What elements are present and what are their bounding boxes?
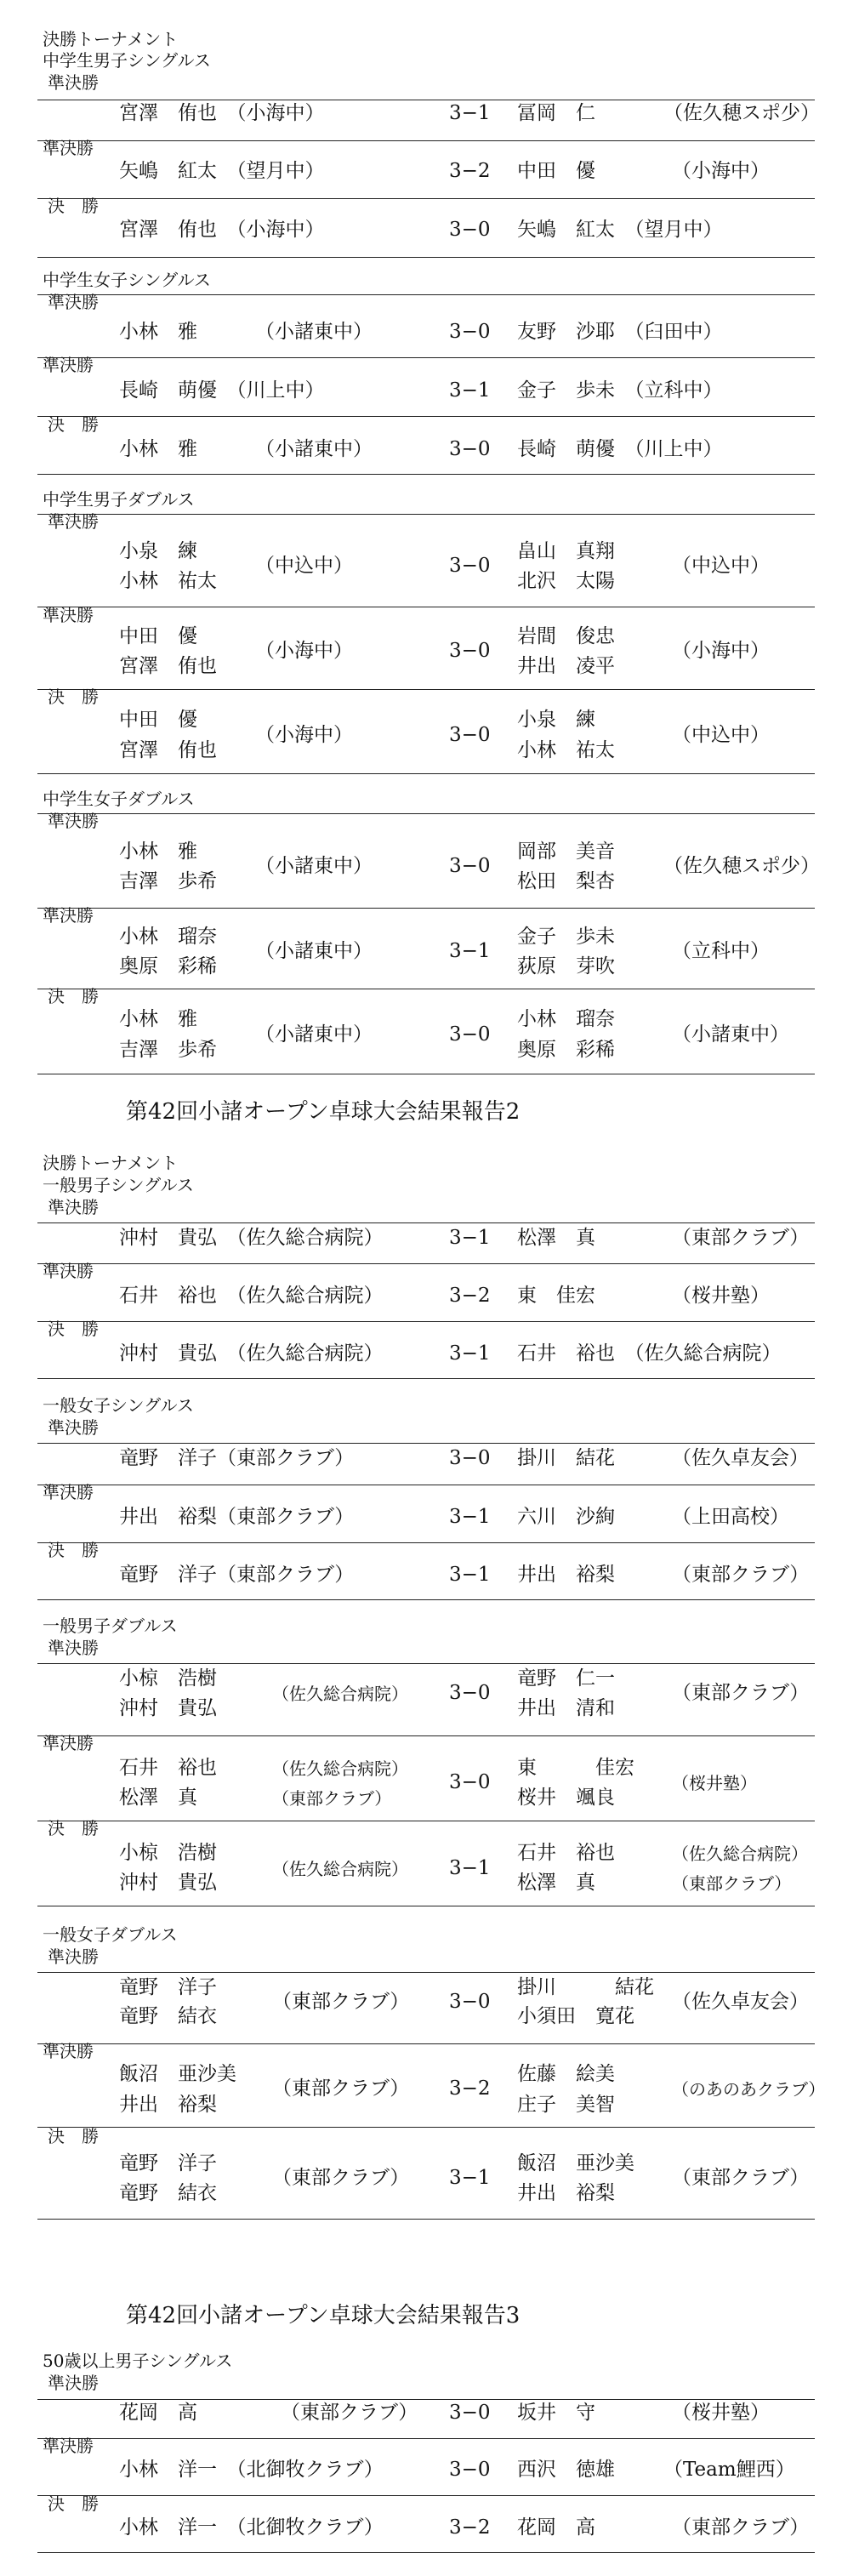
player-entry: 松澤 真 — [517, 1227, 595, 1249]
player-entry: 桜井 颯良 — [517, 1787, 615, 1809]
team-name: （佐久卓友会） — [672, 1447, 809, 1469]
divider-line — [37, 1972, 815, 1973]
match-score: 3−1 — [449, 379, 491, 402]
player-entry: 井出 裕梨（東部クラブ） — [119, 1506, 355, 1528]
player-entry: 荻原 芽吹 — [517, 955, 615, 977]
player-entry: 井出 清和 — [517, 1697, 615, 1719]
team-name: （のあのあクラブ） — [672, 2079, 826, 2100]
player-entry: 矢嶋 紅太 （望月中） — [517, 219, 723, 241]
team-name: （小海中） — [672, 640, 770, 662]
team-name: （中込中） — [255, 555, 353, 577]
team-name: （東部クラブ） — [272, 2077, 410, 2100]
player-entry: 吉澤 歩希 — [119, 870, 217, 892]
player-entry: 松澤 真 — [119, 1787, 197, 1809]
team-name: （佐久総合病院） — [272, 1859, 408, 1879]
event-title: 中学生女子シングルス — [43, 270, 211, 290]
round-label: 準決勝 — [43, 1733, 94, 1753]
divider-line — [37, 1735, 815, 1736]
team-name: （東部クラブ） — [272, 2167, 410, 2189]
player-entry: 小林 洋一 （北御牧クラブ） — [119, 2516, 384, 2539]
divider-line — [37, 1263, 815, 1264]
player-entry: 竜野 洋子（東部クラブ） — [119, 1447, 355, 1469]
divider-line — [37, 1599, 815, 1600]
divider-line — [37, 257, 815, 258]
match-score: 3−1 — [449, 1857, 491, 1879]
report-title: 第42回小諸オープン卓球大会結果報告2 — [126, 1099, 521, 1125]
divider-line — [37, 514, 815, 515]
player-entry: 北沢 太陽 — [517, 570, 615, 592]
divider-line — [37, 1443, 815, 1444]
team-name: （小海中） — [255, 724, 353, 746]
round-label: 準決勝 — [48, 1417, 99, 1438]
round-label: 準決勝 — [43, 355, 94, 375]
team-name: （佐久穂スポ少） — [663, 855, 820, 877]
round-label: 準決勝 — [43, 2041, 94, 2061]
team-name: （立科中） — [672, 940, 770, 962]
player-entry: 小林 雅 — [119, 1008, 197, 1030]
match-score: 3−1 — [449, 102, 491, 124]
player-entry: 小林 瑠奈 — [119, 926, 217, 948]
divider-line — [37, 294, 815, 295]
round-label: 準決勝 — [43, 905, 94, 926]
player-entry: 飯沼 亜沙美 — [517, 2152, 634, 2174]
team-name: （東部クラブ） — [272, 1991, 410, 2013]
player-entry: 井出 裕梨 — [517, 2182, 615, 2204]
divider-line — [37, 1378, 815, 1379]
match-score: 3−0 — [449, 1023, 491, 1046]
round-label: 準決勝 — [48, 292, 99, 312]
team-name: （Team鯉西） — [663, 2459, 795, 2481]
player-entry: 中田 優 — [119, 709, 197, 731]
event-title: 中学生女子ダブルス — [43, 789, 195, 809]
player-entry: 竜野 結衣 — [119, 2182, 217, 2204]
player-entry: 石井 裕也 — [517, 1842, 615, 1864]
team-name: （佐久卓友会） — [672, 1991, 809, 2013]
divider-line — [37, 357, 815, 358]
team-name: （小諸東中） — [672, 1023, 789, 1046]
player-entry: 沖村 貴弘 （佐久総合病院） — [119, 1227, 384, 1249]
player-entry: 長崎 萌優 （川上中） — [517, 438, 723, 460]
divider-line — [37, 813, 815, 814]
team-name: （小諸東中） — [255, 1023, 373, 1046]
team-name: （東部クラブ） — [272, 1788, 392, 1809]
team-name: （桜井塾） — [672, 1285, 770, 1307]
round-label: 準決勝 — [48, 1638, 99, 1658]
round-label: 準決勝 — [48, 1946, 99, 1967]
match-score: 3−0 — [449, 1771, 491, 1793]
player-entry: 掛川 結花 — [517, 1447, 615, 1469]
round-label: 決 勝 — [48, 196, 99, 216]
player-entry: 岡部 美音 — [517, 841, 615, 863]
player-entry: 友野 沙耶 （臼田中） — [517, 321, 723, 343]
round-label: 準決勝 — [48, 511, 99, 532]
round-label: 決 勝 — [48, 1319, 99, 1339]
player-entry: 井出 凌平 — [517, 655, 615, 677]
player-entry: 井出 裕梨 — [119, 2094, 217, 2116]
divider-line — [37, 1663, 815, 1664]
section-label: 決勝トーナメント — [43, 1153, 179, 1173]
player-entry: 竜野 仁一 — [517, 1667, 615, 1690]
match-score: 3−0 — [449, 321, 491, 343]
divider-line — [37, 140, 815, 141]
team-name: （佐久穂スポ少） — [663, 102, 820, 124]
divider-line — [37, 198, 815, 199]
team-name: （小諸東中） — [255, 940, 373, 962]
player-entry: 吉澤 歩希 — [119, 1039, 217, 1061]
divider-line — [37, 2043, 815, 2044]
player-entry: 沖村 貴弘 （佐久総合病院） — [119, 1342, 384, 1365]
team-name: （東部クラブ） — [672, 2167, 810, 2189]
round-label: 決 勝 — [48, 986, 99, 1006]
player-entry: 花岡 高 — [119, 2402, 197, 2424]
player-entry: 松田 梨杏 — [517, 870, 615, 892]
player-entry: 小椋 浩樹 — [119, 1667, 217, 1690]
match-score: 3−1 — [449, 1564, 491, 1586]
event-title: 中学生男子ダブルス — [43, 489, 195, 510]
team-name: （東部クラブ） — [281, 2402, 418, 2424]
match-score: 3−0 — [449, 1447, 491, 1469]
divider-line — [37, 773, 815, 774]
team-name: （桜井塾） — [672, 2402, 770, 2424]
player-entry: 竜野 洋子（東部クラブ） — [119, 1564, 355, 1586]
player-entry: 小林 雅 — [119, 438, 197, 460]
divider-line — [37, 1542, 815, 1543]
player-entry: 東 佳宏 — [517, 1757, 634, 1779]
player-entry: 小林 祐太 — [119, 570, 217, 592]
team-name: （小諸東中） — [255, 855, 373, 877]
match-score: 3−0 — [449, 1682, 491, 1704]
event-title: 中学生男子シングルス — [43, 50, 211, 71]
event-title: 一般男子ダブルス — [43, 1616, 178, 1636]
player-entry: 小泉 練 — [119, 540, 197, 562]
team-name: （小海中） — [255, 640, 353, 662]
player-entry: 六川 沙絢 — [517, 1506, 615, 1528]
divider-line — [37, 2127, 815, 2128]
team-name: （佐久総合病院） — [672, 1844, 808, 1864]
player-entry: 沖村 貴弘 — [119, 1697, 217, 1719]
player-entry: 東 佳宏 — [517, 1285, 595, 1307]
match-score: 3−0 — [449, 219, 491, 241]
team-name: （佐久総合病院） — [272, 1684, 408, 1704]
player-entry: 掛川 結花 — [517, 1976, 654, 1998]
report-title: 第42回小諸オープン卓球大会結果報告3 — [126, 2303, 521, 2328]
match-score: 3−0 — [449, 438, 491, 460]
round-label: 決 勝 — [48, 1540, 99, 1560]
player-entry: 小椋 浩樹 — [119, 1842, 217, 1864]
divider-line — [37, 2438, 815, 2439]
round-label: 決 勝 — [48, 2493, 99, 2514]
player-entry: 小林 瑠奈 — [517, 1008, 615, 1030]
round-label: 準決勝 — [43, 1482, 94, 1502]
round-label: 決 勝 — [48, 687, 99, 707]
player-entry: 西沢 徳雄 — [517, 2459, 615, 2481]
team-name: （中込中） — [672, 555, 770, 577]
player-entry: 花岡 高 — [517, 2516, 595, 2539]
player-entry: 小林 雅 — [119, 841, 197, 863]
team-name: （上田高校） — [672, 1506, 789, 1528]
player-entry: 石井 裕也 （佐久総合病院） — [517, 1342, 782, 1365]
divider-line — [37, 416, 815, 417]
round-label: 準決勝 — [43, 605, 94, 625]
match-score: 3−0 — [449, 1991, 491, 2013]
player-entry: 岩間 俊忠 — [517, 625, 615, 647]
team-name: （東部クラブ） — [672, 1227, 810, 1249]
round-label: 決 勝 — [48, 414, 99, 435]
team-name: （中込中） — [672, 724, 770, 746]
player-entry: 佐藤 絵美 — [517, 2063, 615, 2085]
divider-line — [37, 2219, 815, 2220]
player-entry: 石井 裕也 — [119, 1757, 217, 1779]
match-score: 3−0 — [449, 640, 491, 662]
event-title: 一般女子シングルス — [43, 1395, 194, 1416]
player-entry: 宮澤 侑也 — [119, 655, 217, 677]
player-entry: 中田 優 — [119, 625, 197, 647]
match-score: 3−0 — [449, 855, 491, 877]
divider-line — [37, 2399, 815, 2400]
divider-line — [37, 689, 815, 690]
round-label: 決 勝 — [48, 1818, 99, 1838]
team-name: （東部クラブ） — [672, 2516, 810, 2539]
match-score: 3−1 — [449, 940, 491, 962]
team-name: （東部クラブ） — [672, 1564, 810, 1586]
match-score: 3−1 — [449, 2167, 491, 2189]
team-name: （東部クラブ） — [672, 1873, 792, 1894]
player-entry: 畠山 真翔 — [517, 540, 615, 562]
player-entry: 竜野 洋子 — [119, 2152, 217, 2174]
player-entry: 小林 洋一 （北御牧クラブ） — [119, 2459, 384, 2481]
player-entry: 飯沼 亜沙美 — [119, 2063, 236, 2085]
player-entry: 小須田 寛花 — [517, 2005, 634, 2027]
round-label: 準決勝 — [43, 2436, 94, 2456]
match-score: 3−2 — [449, 160, 491, 182]
match-score: 3−2 — [449, 2077, 491, 2100]
match-score: 3−1 — [449, 1227, 491, 1249]
match-score: 3−2 — [449, 1285, 491, 1307]
player-entry: 冨岡 仁 — [517, 102, 595, 124]
team-name: （小諸東中） — [255, 321, 373, 343]
match-score: 3−0 — [449, 2459, 491, 2481]
round-label: 決 勝 — [48, 2126, 99, 2146]
player-entry: 宮澤 侑也 （小海中） — [119, 219, 325, 241]
player-entry: 矢嶋 紅太 （望月中） — [119, 160, 325, 182]
round-label: 準決勝 — [48, 811, 99, 831]
team-name: （東部クラブ） — [672, 1682, 810, 1704]
player-entry: 坂井 守 — [517, 2402, 595, 2424]
player-entry: 金子 歩未 — [517, 926, 615, 948]
player-entry: 松澤 真 — [517, 1872, 595, 1894]
player-entry: 奥原 彩稀 — [119, 955, 217, 977]
divider-line — [37, 2495, 815, 2496]
match-score: 3−0 — [449, 724, 491, 746]
round-label: 準決勝 — [48, 72, 99, 93]
player-entry: 小林 雅 — [119, 321, 197, 343]
player-entry: 中田 優 — [517, 160, 595, 182]
round-label: 準決勝 — [48, 2373, 99, 2393]
event-title: 一般男子シングルス — [43, 1175, 194, 1195]
round-label: 準決勝 — [43, 138, 94, 158]
round-label: 準決勝 — [43, 1261, 94, 1281]
player-entry: 竜野 結衣 — [119, 2005, 217, 2027]
match-score: 3−1 — [449, 1506, 491, 1528]
round-label: 準決勝 — [48, 1197, 99, 1217]
match-score: 3−0 — [449, 555, 491, 577]
player-entry: 小泉 練 — [517, 709, 595, 731]
divider-line — [37, 474, 815, 475]
player-entry: 金子 歩未 （立科中） — [517, 379, 723, 402]
divider-line — [37, 908, 815, 909]
player-entry: 小林 祐太 — [517, 739, 615, 761]
team-name: （小海中） — [672, 160, 770, 182]
match-score: 3−1 — [449, 1342, 491, 1365]
team-name: （佐久総合病院） — [272, 1758, 408, 1779]
team-name: （桜井塾） — [672, 1773, 757, 1793]
player-entry: 井出 裕梨 — [517, 1564, 615, 1586]
player-entry: 沖村 貴弘 — [119, 1872, 217, 1894]
section-label: 決勝トーナメント — [43, 29, 179, 49]
player-entry: 長崎 萌優 （川上中） — [119, 379, 325, 402]
player-entry: 宮澤 侑也 （小海中） — [119, 102, 325, 124]
player-entry: 奥原 彩稀 — [517, 1039, 615, 1061]
match-score: 3−0 — [449, 2402, 491, 2424]
player-entry: 庄子 美智 — [517, 2094, 615, 2116]
event-title: 50歳以上男子シングルス — [43, 2351, 233, 2371]
team-name: （小諸東中） — [255, 438, 373, 460]
divider-line — [37, 1321, 815, 1322]
divider-line — [37, 2552, 815, 2553]
divider-line — [37, 1222, 815, 1223]
player-entry: 石井 裕也 （佐久総合病院） — [119, 1285, 384, 1307]
player-entry: 竜野 洋子 — [119, 1976, 217, 1998]
match-score: 3−2 — [449, 2516, 491, 2539]
event-title: 一般女子ダブルス — [43, 1924, 178, 1945]
player-entry: 宮澤 侑也 — [119, 739, 217, 761]
